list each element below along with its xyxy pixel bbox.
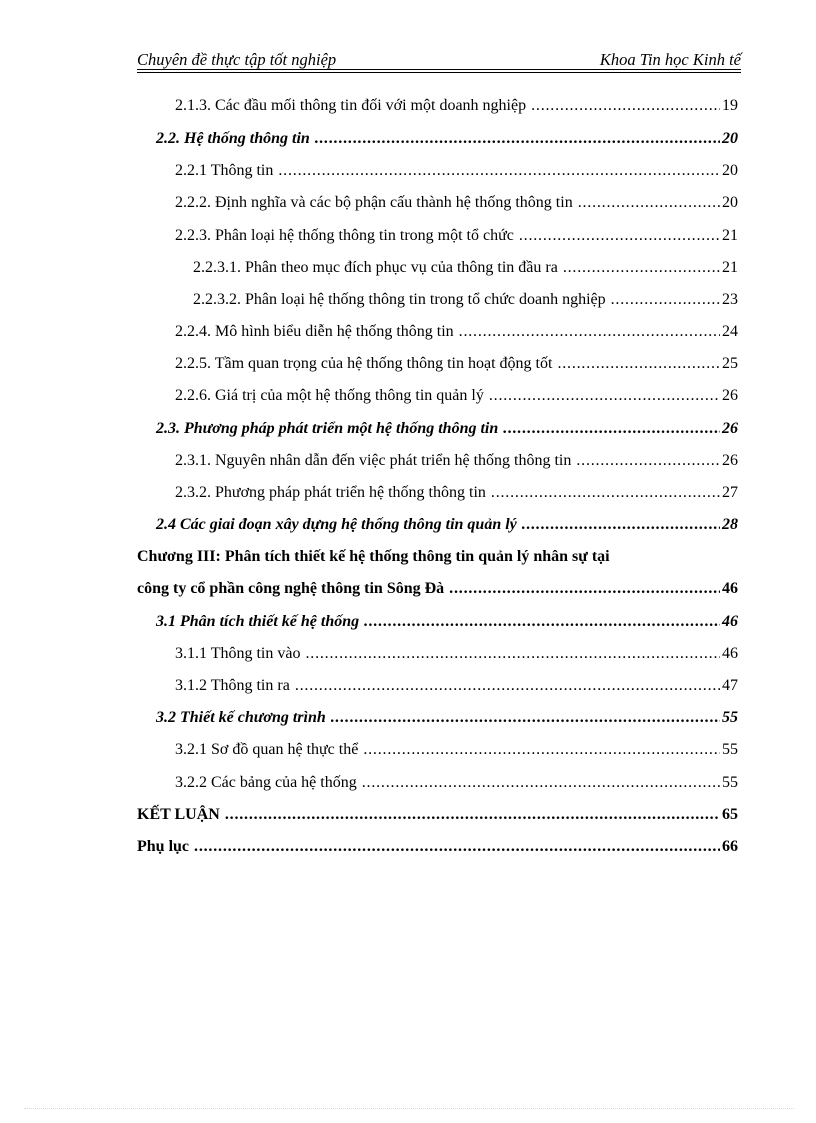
- toc-entry-page: 24: [722, 323, 738, 340]
- toc-entry[interactable]: [175, 94, 738, 118]
- toc-leader: [557, 352, 720, 376]
- toc-entry-title: 2.2.6. Giá trị của một hệ thống thông tin quản lý: [175, 387, 484, 404]
- header-rule: [137, 69, 741, 70]
- toc-leader: [522, 513, 720, 537]
- toc-entry[interactable]: [137, 577, 738, 601]
- toc-leader: [278, 159, 720, 183]
- toc-leader: [576, 449, 720, 473]
- toc-entry-page: 46: [722, 580, 738, 597]
- toc-chapter-heading[interactable]: Chương III: Phân tích thiết kế hệ thống thông tin quản lý nhân sự tại: [137, 548, 610, 565]
- header-rule-thick: [137, 72, 741, 73]
- toc-entry[interactable]: [175, 320, 738, 344]
- toc-leader: [563, 256, 720, 280]
- toc-leader: [503, 417, 720, 441]
- toc-entry[interactable]: [175, 191, 738, 215]
- toc-entry[interactable]: [193, 256, 738, 280]
- toc-entry[interactable]: [137, 835, 738, 859]
- toc-entry-page: 47: [722, 677, 738, 694]
- toc-entry-page: 19: [722, 97, 738, 114]
- toc-entry-page: 26: [722, 387, 738, 404]
- toc-entry-page: 55: [722, 709, 738, 726]
- toc-entry-page: 27: [722, 484, 738, 501]
- toc-entry-title: 2.2.3.2. Phân loại hệ thống thông tin trong tổ chức doanh nghiệp: [193, 291, 606, 308]
- toc-entry-title: 2.4 Các giai đoạn xây dựng hệ thống thông tin quản lý: [156, 516, 517, 533]
- toc-entry[interactable]: [175, 481, 738, 505]
- toc-entry-page: 55: [722, 741, 738, 758]
- toc-entry[interactable]: [156, 610, 738, 634]
- toc-entry-page: 20: [722, 130, 738, 147]
- toc-entry-title: 3.2.2 Các bảng của hệ thống: [175, 774, 357, 791]
- header-right: Khoa Tin học Kinh tế: [599, 50, 741, 69]
- toc-leader: [363, 738, 720, 762]
- toc-entry-title: 2.2.3.1. Phân theo mục đích phục vụ của thông tin đầu ra: [193, 259, 558, 276]
- toc-leader: [331, 706, 720, 730]
- toc-entry[interactable]: [175, 352, 738, 376]
- toc-entry-title: 2.2.1 Thông tin: [175, 162, 274, 179]
- toc-entry-title: 2.3.1. Nguyên nhân dẫn đến việc phát triển hệ thống thông tin: [175, 452, 572, 469]
- toc-entry[interactable]: [156, 417, 738, 441]
- toc-entry-title: 3.2.1 Sơ đồ quan hệ thực thể: [175, 741, 359, 758]
- toc-entry[interactable]: [175, 224, 738, 248]
- toc-entry-page: 21: [722, 227, 738, 244]
- toc-entry-title: 2.2.2. Định nghĩa và các bộ phận cấu thành hệ thống thông tin: [175, 194, 573, 211]
- toc-entry[interactable]: [175, 384, 738, 408]
- toc-leader: [611, 288, 720, 312]
- header-left: Chuyên đề thực tập tốt nghiệp: [137, 50, 337, 69]
- toc-entry-title: công ty cổ phần công nghệ thông tin Sông Đà: [137, 580, 445, 597]
- toc-entry-page: 21: [722, 259, 738, 276]
- toc-leader: [295, 674, 720, 698]
- toc-leader: [459, 320, 720, 344]
- toc-entry-page: 28: [722, 516, 738, 533]
- toc-entry[interactable]: [175, 771, 738, 795]
- toc-leader: [531, 94, 720, 118]
- toc-leader: [194, 835, 720, 859]
- toc-entry[interactable]: [193, 288, 738, 312]
- toc-entry-page: 46: [722, 613, 738, 630]
- toc-entry-page: 25: [722, 355, 738, 372]
- toc-leader: [491, 481, 720, 505]
- toc-entry-page: 66: [722, 838, 738, 855]
- toc-entry-title: 2.2.4. Mô hình biểu diễn hệ thống thông tin: [175, 323, 454, 340]
- toc-leader: [364, 610, 720, 634]
- page-bottom-border: [24, 1108, 794, 1109]
- toc-entry-title: 3.1.1 Thông tin vào: [175, 645, 301, 662]
- toc-leader: [315, 127, 720, 151]
- toc-entry-page: 65: [722, 806, 738, 823]
- toc-entry[interactable]: [156, 127, 738, 151]
- toc-entry-title: 3.2 Thiết kế chương trình: [156, 709, 326, 726]
- toc-leader: [305, 642, 720, 666]
- toc-entry-title: 2.2.3. Phân loại hệ thống thông tin trong một tổ chức: [175, 227, 514, 244]
- toc-leader: [449, 577, 720, 601]
- toc-entry-page: 46: [722, 645, 738, 662]
- toc-entry[interactable]: [175, 674, 738, 698]
- page-header: [137, 50, 741, 70]
- toc-leader: [489, 384, 720, 408]
- toc-entry-title: 3.1 Phân tích thiết kế hệ thống: [156, 613, 360, 630]
- toc-entry[interactable]: [175, 449, 738, 473]
- toc-entry[interactable]: [156, 513, 738, 537]
- toc-entry-page: 23: [722, 291, 738, 308]
- toc-entry-title: 2.1.3. Các đầu mối thông tin đối với một doanh nghiệp: [175, 97, 527, 114]
- toc-leader: [362, 771, 720, 795]
- toc-entry-title: 2.2.5. Tầm quan trọng của hệ thống thông tin hoạt động tốt: [175, 355, 553, 372]
- toc-leader: [225, 803, 720, 827]
- toc-entry-title: Phụ lục: [137, 838, 190, 855]
- toc-entry-page: 26: [722, 420, 738, 437]
- toc-entry-title: 3.1.2 Thông tin ra: [175, 677, 290, 694]
- toc-entry[interactable]: [175, 159, 738, 183]
- toc-entry-title: 2.3.2. Phương pháp phát triển hệ thống thông tin: [175, 484, 486, 501]
- toc-entry[interactable]: [137, 803, 738, 827]
- toc-entry[interactable]: [175, 642, 738, 666]
- toc-leader: [519, 224, 720, 248]
- toc-entry[interactable]: [175, 738, 738, 762]
- toc-entry-title: 2.3. Phương pháp phát triển một hệ thống thông tin: [156, 420, 499, 437]
- toc-entry-page: 20: [722, 194, 738, 211]
- toc-entry-page: 55: [722, 774, 738, 791]
- toc-entry[interactable]: [156, 706, 738, 730]
- toc-entry-title: KẾT LUẬN: [137, 806, 220, 823]
- toc-entry-page: 20: [722, 162, 738, 179]
- toc-entry-page: 26: [722, 452, 738, 469]
- toc-entry-title: 2.2. Hệ thống thông tin: [156, 130, 310, 147]
- toc-leader: [578, 191, 720, 215]
